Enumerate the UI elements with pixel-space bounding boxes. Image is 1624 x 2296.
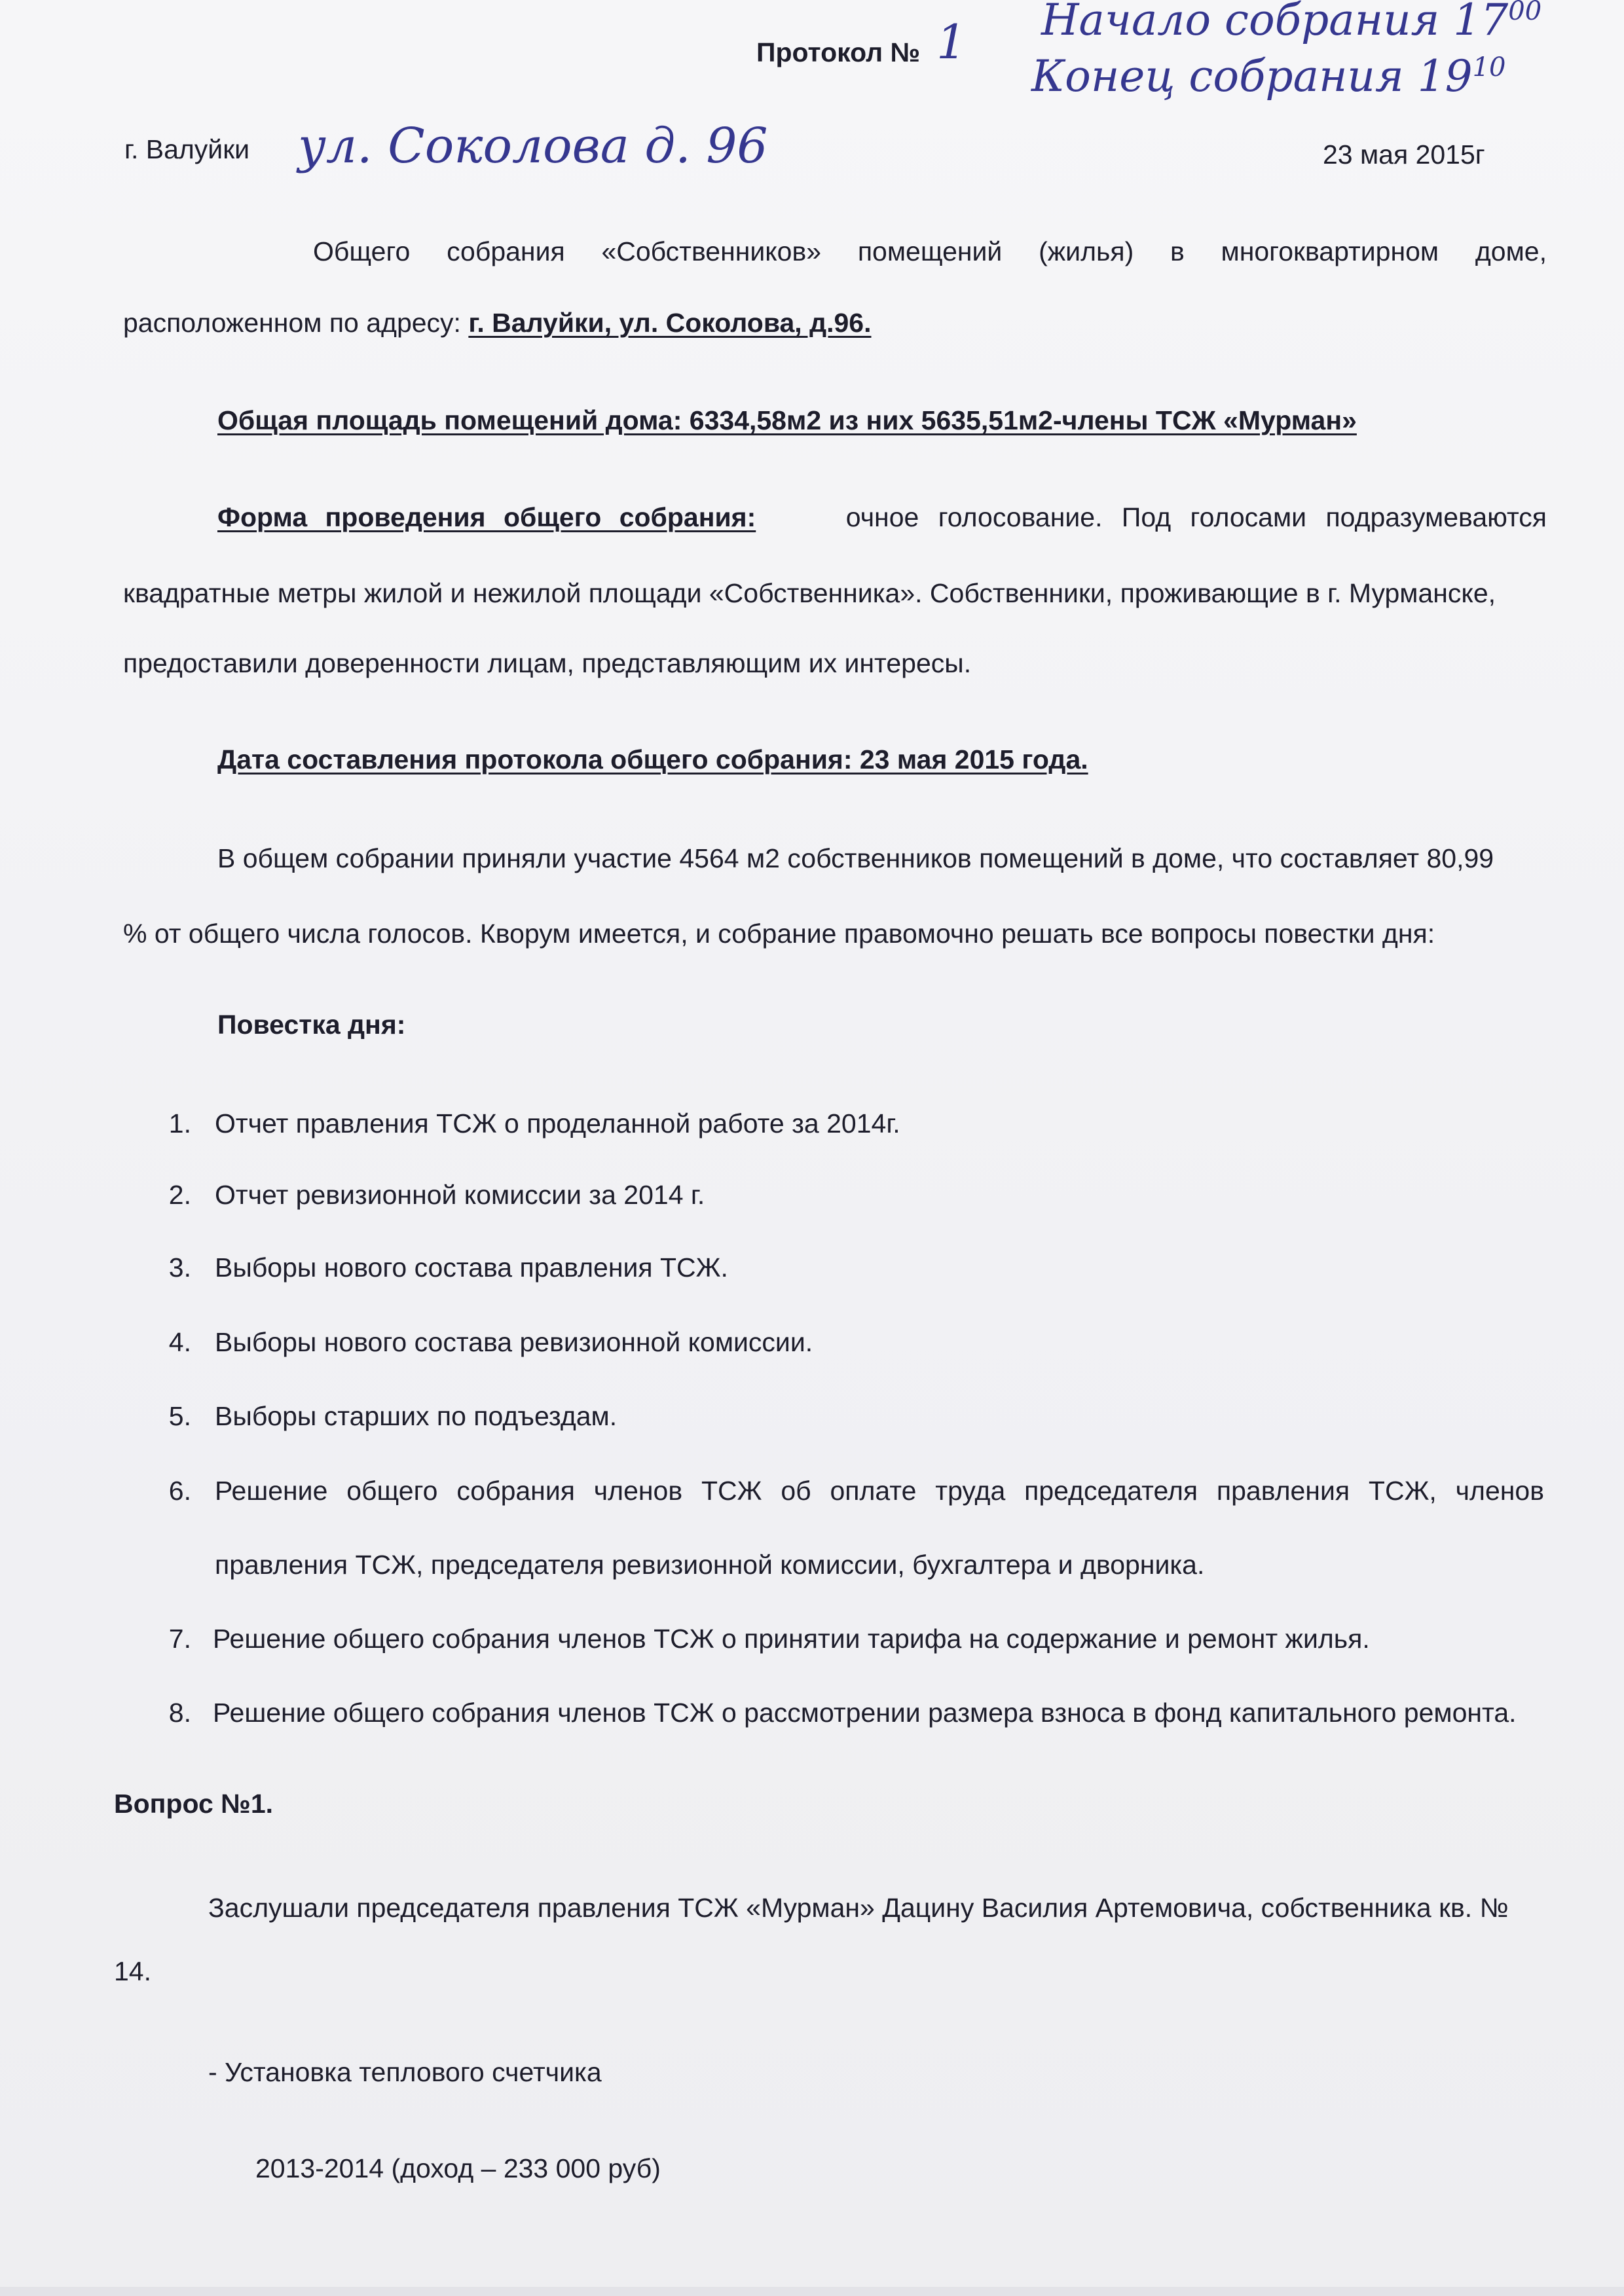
- question-1-title: Вопрос №1.: [114, 1789, 274, 1819]
- agenda-item-number: 1.: [168, 1108, 191, 1139]
- agenda-item-continuation: правления ТСЖ, председателя ревизионной комиссии, бухгалтера и дворника.: [215, 1550, 1205, 1580]
- agenda-item: Выборы нового состава правления ТСЖ.: [215, 1252, 728, 1283]
- intro-line-2: расположенном по адресу: г. Валуйки, ул. Соколова, д.96.: [123, 308, 872, 338]
- question-1-line-1: Заслушали председателя правления ТСЖ «Мурман» Дацину Василия Артемовича, собственника кв. №: [208, 1893, 1509, 1923]
- quorum-line-1: В общем собрании приняли участие 4564 м2 собственников помещений в доме, что составляет 80,99: [217, 843, 1494, 873]
- document-date: 23 мая 2015г: [1323, 139, 1485, 170]
- agenda-item: Выборы нового состава ревизионной комиссии.: [215, 1327, 813, 1357]
- agenda-item: Выборы старших по подъездам.: [215, 1401, 618, 1431]
- agenda-item-number: 6.: [168, 1476, 191, 1506]
- street-handwritten: ул. Соколова д. 96: [298, 118, 768, 174]
- agenda-item-number: 5.: [168, 1401, 191, 1431]
- agenda-item: Отчет правления ТСЖ о проделанной работе за 2014г.: [215, 1108, 900, 1139]
- agenda-title: Повестка дня:: [217, 1010, 406, 1040]
- agenda-item: Отчет ревизионной комиссии за 2014 г.: [215, 1180, 705, 1210]
- form-line-2: квадратные метры жилой и нежилой площади «Собственника». Собственники, проживающие в г. Мурманске,: [123, 578, 1496, 608]
- page-bottom-edge: [0, 2287, 1624, 2296]
- form-label: Форма проведения общего собрания:: [217, 502, 756, 532]
- meeting-start-minutes: 00: [1508, 0, 1542, 26]
- address-underlined: г. Валуйки, ул. Соколова, д.96.: [468, 308, 872, 338]
- protocol-number-handwritten: 1: [936, 14, 967, 69]
- date-heading: Дата составления протокола общего собрания: 23 мая 2015 года.: [217, 744, 1088, 774]
- question-1-bullet: - Установка теплового счетчика: [208, 2057, 602, 2087]
- protocol-label: Протокол №: [756, 37, 921, 67]
- meeting-end-minutes: 10: [1472, 52, 1506, 82]
- agenda-item: Решение общего собрания членов ТСЖ о рассмотрении размера взноса в фонд капитального ремонта.: [213, 1698, 1517, 1728]
- meeting-start-handwritten: Начало собрания $17^{00}$: [1041, 0, 1541, 45]
- agenda-item-number: 7.: [168, 1624, 191, 1654]
- intro-line-1: Общего собрания «Собственников» помещений (жилья) в многоквартирном доме,: [313, 236, 1547, 266]
- quorum-line-2: % от общего числа голосов. Кворум имеется, и собрание правомочно решать все вопросы повестки дня:: [123, 919, 1435, 949]
- meeting-end-handwritten: Конец собрания $19^{10}$: [1031, 51, 1506, 101]
- agenda-item: Решение общего собрания членов ТСЖ о принятии тарифа на содержание и ремонт жилья.: [213, 1624, 1370, 1654]
- agenda-item-number: 4.: [168, 1327, 191, 1357]
- city-label: г. Валуйки: [124, 134, 250, 164]
- form-line-3: предоставили доверенности лицам, представляющим их интересы.: [123, 648, 972, 678]
- agenda-item-number: 3.: [168, 1252, 191, 1283]
- question-1-income: 2013-2014 (доход – 233 000 руб): [255, 2153, 661, 2183]
- agenda-item-number: 2.: [168, 1180, 191, 1210]
- agenda-item: Решение общего собрания членов ТСЖ об оплате труда председателя правления ТСЖ, членов: [215, 1476, 1544, 1506]
- form-line-1: Форма проведения общего собрания: очное голосование. Под голосами подразумеваются: [217, 499, 1547, 536]
- area-heading: Общая площадь помещений дома: 6334,58м2 из них 5635,51м2-члены ТСЖ «Мурман»: [217, 405, 1357, 435]
- agenda-item-number: 8.: [168, 1698, 191, 1728]
- question-1-line-2: 14.: [114, 1956, 151, 1986]
